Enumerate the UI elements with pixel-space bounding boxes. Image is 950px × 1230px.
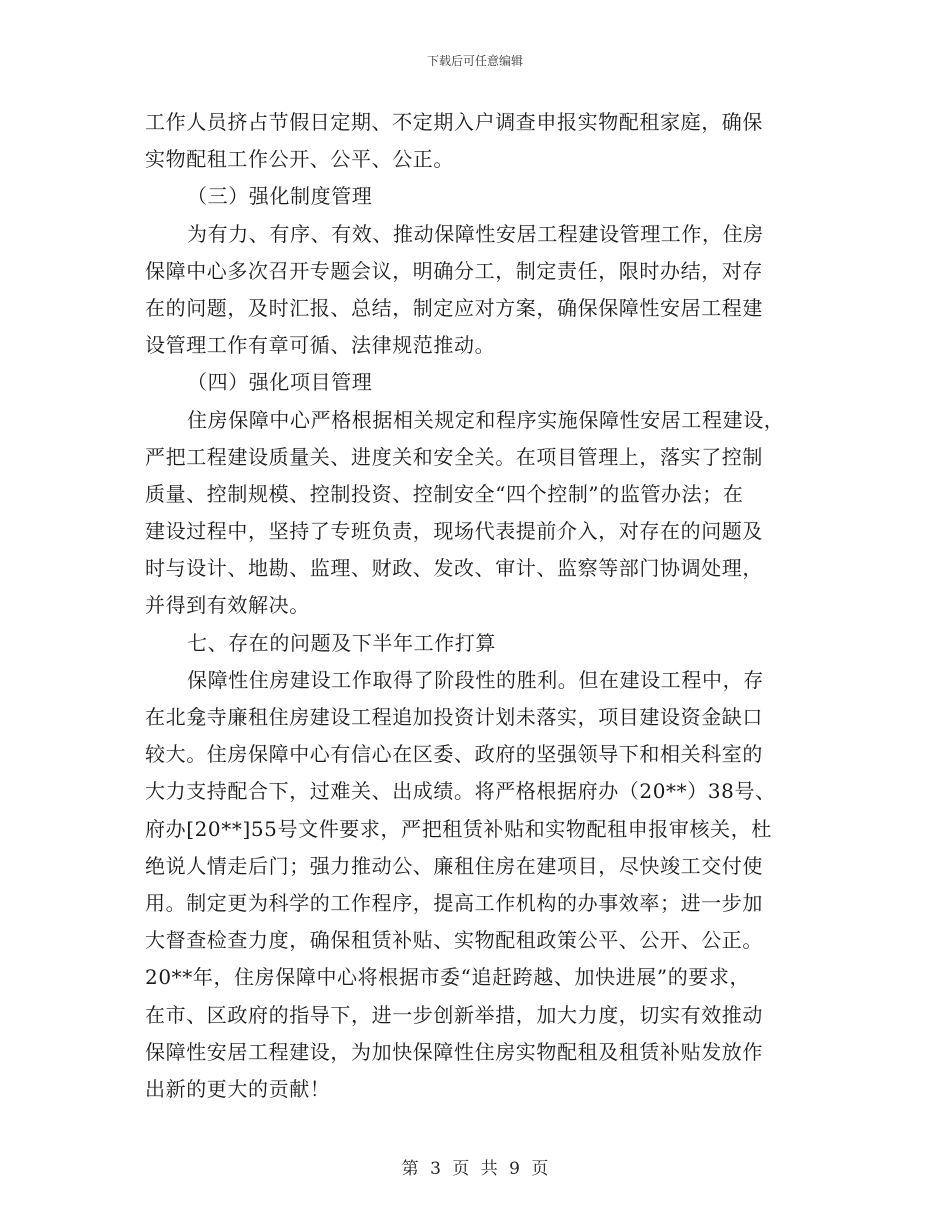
body-line: 住房保障中心严格根据相关规定和程序实施保障性安居工程建设， bbox=[187, 407, 785, 432]
body-line: 并得到有效解决。 bbox=[145, 593, 310, 618]
body-line: 保障中心多次召开专题会议，明确分工，制定责任，限时办结，对存 bbox=[145, 258, 763, 283]
body-line: 绝说人情走后门；强力推动公、廉租住房在建项目，尽快竣工交付使 bbox=[145, 853, 763, 878]
body-line: 大力支持配合下，过难关、出成绩。将严格根据府办（20**）38号、 bbox=[145, 779, 776, 804]
body-line: 设管理工作有章可循、法律规范推动。 bbox=[145, 333, 496, 358]
body-line: 时与设计、地勘、监理、财政、发改、审计、监察等部门协调处理， bbox=[145, 556, 763, 581]
section-heading: 七、存在的问题及下半年工作打算 bbox=[187, 630, 496, 655]
body-line: 在市、区政府的指导下，进一步创新举措，加大力度，切实有效推动 bbox=[145, 1002, 763, 1027]
body-line: 工作人员挤占节假日定期、不定期入户调查申报实物配租家庭，确保 bbox=[145, 110, 763, 134]
body-line: 在北龛寺廉租住房建设工程追加投资计划未落实，项目建设资金缺口 bbox=[145, 705, 763, 729]
page-number-footer: 第 3 页 共 9 页 bbox=[401, 1159, 549, 1179]
body-line: 严把工程建设质量关、进度关和安全关。在项目管理上，落实了控制 bbox=[145, 444, 763, 469]
body-line: 较大。住房保障中心有信心在区委、政府的坚强领导下和相关科室的 bbox=[145, 742, 763, 767]
body-line: 为有力、有序、有效、推动保障性安居工程建设管理工作，住房 bbox=[187, 221, 764, 246]
body-line: 建设过程中，坚持了专班负责，现场代表提前介入，对存在的问题及 bbox=[145, 519, 763, 544]
body-line: 20**年，住房保障中心将根据市委“追赶跨越、加快进展”的要求， bbox=[145, 965, 751, 990]
body-line: 在的问题，及时汇报、总结，制定应对方案，确保保障性安居工程建 bbox=[145, 295, 763, 320]
body-line: 大督查检查力度，确保租赁补贴、实物配租政策公平、公开、公正。 bbox=[145, 928, 763, 953]
document-body bbox=[145, 104, 810, 1108]
section-heading: （三）强化制度管理 bbox=[187, 184, 373, 209]
body-line: 实物配租工作公开、公平、公正。 bbox=[145, 147, 454, 172]
body-line: 保障性住房建设工作取得了阶段性的胜利。但在建设工程中，存 bbox=[187, 667, 764, 692]
section-heading: （四）强化项目管理 bbox=[187, 370, 373, 395]
page-header: 下载后可任意编辑 bbox=[426, 54, 523, 68]
body-line: 出新的更大的贡献！ bbox=[145, 1076, 331, 1101]
body-line: 保障性安居工程建设，为加快保障性住房实物配租及租赁补贴发放作 bbox=[145, 1039, 763, 1064]
body-line: 府办[20**]55号文件要求，严把租赁补贴和实物配租申报审核关，杜 bbox=[145, 816, 772, 841]
body-line: 质量、控制规模、控制投资、控制安全“四个控制”的监管办法；在 bbox=[145, 481, 744, 506]
body-line: 用。制定更为科学的工作程序，提高工作机构的办事效率；进一步加 bbox=[145, 890, 763, 915]
